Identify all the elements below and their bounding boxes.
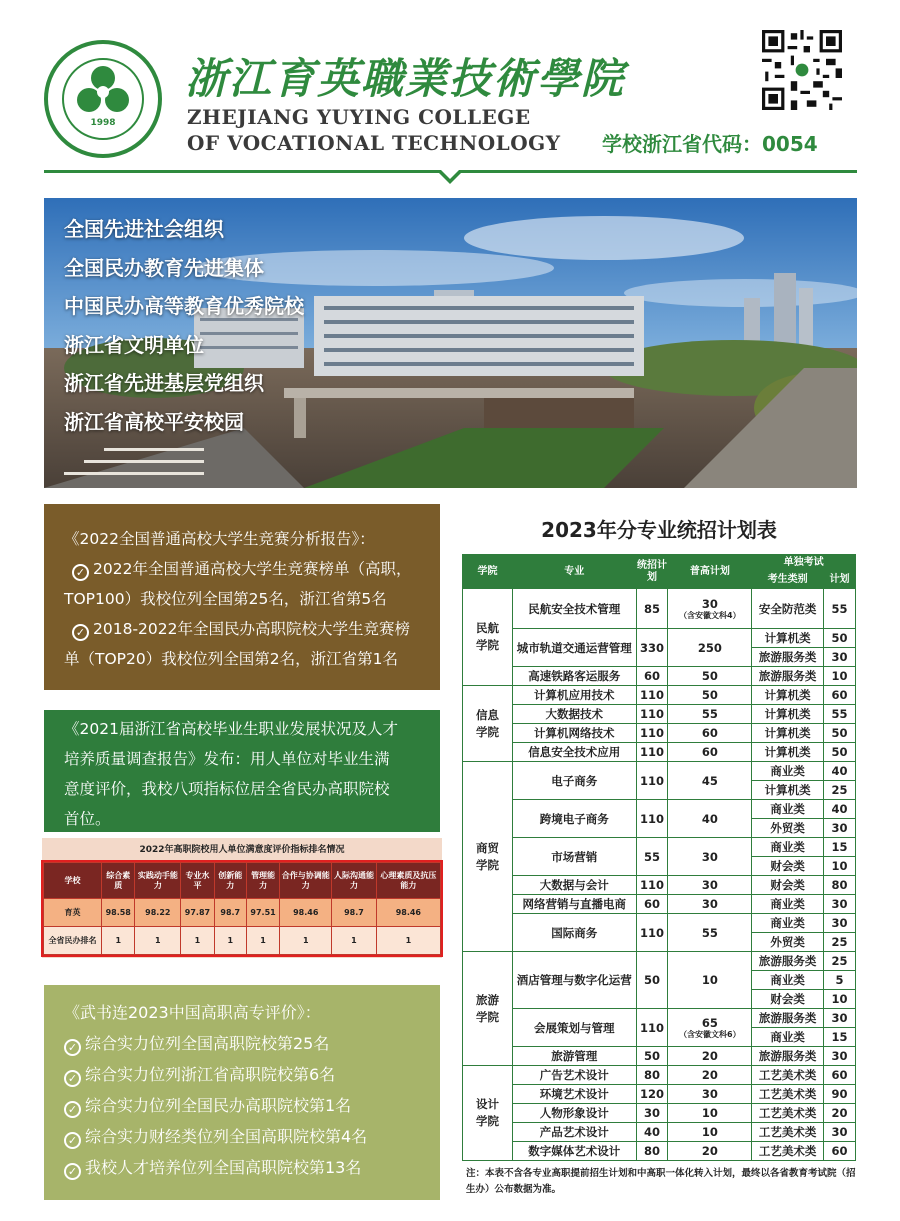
category-cell: 商业类 [752,971,824,990]
check-circle-icon: ✓ [64,1132,81,1149]
ranking-cell: 1 [246,927,279,955]
ranking-cell: 98.46 [280,899,332,927]
plan-cell: 110 [636,762,668,800]
major-cell: 市场营销 [512,838,636,876]
honor-item: 中国民办高等教育优秀院校 [64,294,304,318]
category-cell: 财会类 [752,857,824,876]
general-cell: 50 [668,686,752,705]
ranking-header-cell: 综合素质 [102,863,135,899]
category-cell: 工艺美术类 [752,1142,824,1161]
plan-cell: 110 [636,1009,668,1047]
competition-item-1 [64,554,420,584]
ranking-cell: 1 [280,927,332,955]
category-cell: 旅游服务类 [752,1047,824,1066]
category-cell: 财会类 [752,990,824,1009]
check-circle-icon: ✓ [64,1163,81,1180]
college-cell [463,952,513,1066]
major-cell: 环境艺术设计 [512,1085,636,1104]
ranking-score-row [44,899,441,927]
major-cell: 计算机应用技术 [512,686,636,705]
competition-item-2 [64,614,420,644]
major-cell: 跨境电子商务 [512,800,636,838]
check-circle-icon: ✓ [64,1039,81,1056]
logo-year: 1998 [90,118,116,128]
count-cell: 25 [824,933,856,952]
honor-item: 浙江省先进基层党组织 [64,371,264,395]
plan-cell: 85 [636,589,668,629]
major-cell: 广告艺术设计 [512,1066,636,1085]
graduate-report-line: 首位。 [64,810,111,828]
category-cell: 商业类 [752,1028,824,1047]
honors-list [64,210,304,441]
count-cell: 30 [824,895,856,914]
college-name: 旅游学院 [475,992,499,1024]
college-name: 民航学院 [475,621,499,652]
count-cell: 15 [824,1028,856,1047]
general-cell: 60 [668,724,752,743]
ranking-cell: 1 [332,927,376,955]
plan-header-category: 考生类别 [752,571,824,589]
honor-item: 全国先进社会组织 [64,217,224,241]
count-cell: 30 [824,1123,856,1142]
plan-cell: 60 [636,895,668,914]
general-cell: 20 [668,1047,752,1066]
ranking-cell: 98.7 [214,899,246,927]
graduate-report-box [44,710,440,832]
table-row [463,1142,856,1161]
wushulian-item [64,1028,420,1059]
general-cell: 45 [668,762,752,800]
category-cell: 计算机类 [752,781,824,800]
competition-item-2-line2: 单（TOP20）我校位列全国第2名，浙江省第1名 [64,650,398,668]
count-cell: 10 [824,667,856,686]
plan-cell: 110 [636,743,668,762]
category-cell: 旅游服务类 [752,952,824,971]
plan-header-plan: 统招计划 [636,555,668,589]
check-circle-icon: ✓ [72,564,89,581]
count-cell: 10 [824,857,856,876]
competition-report-box [44,504,440,690]
wushulian-item-text: 综合实力位列全国高职院校第25名 [85,1034,330,1053]
ranking-rank-row [44,927,441,955]
wushulian-item [64,1059,420,1090]
count-cell: 55 [824,705,856,724]
ranking-header-cell: 实践动手能力 [135,863,181,899]
competition-item-2-line1: 2018-2022年全国民办高职院校大学生竞赛榜 [93,620,410,638]
major-cell: 电子商务 [512,762,636,800]
category-cell: 安全防范类 [752,589,824,629]
table-row [463,800,856,819]
plan-cell: 330 [636,629,668,667]
category-cell: 外贸类 [752,819,824,838]
check-circle-icon: ✓ [64,1101,81,1118]
college-logo [44,40,162,158]
table-row [463,876,856,895]
count-cell: 40 [824,800,856,819]
graduate-report-line: 《2021届浙江省高校毕业生职业发展状况及人才 [64,720,398,738]
plan-cell: 110 [636,914,668,952]
major-cell: 城市轨道交通运营管理 [512,629,636,667]
table-row [463,1066,856,1085]
table-row [463,743,856,762]
plan-cell: 110 [636,876,668,895]
enrollment-plan-title: 2023年分专业统招计划表 [541,518,777,542]
category-cell: 商业类 [752,800,824,819]
plan-header-row [463,555,856,571]
college-cell [463,1066,513,1161]
graduate-report-line: 意度评价，我校八项指标位居全省民办高职院校 [64,780,390,798]
table-row [463,952,856,971]
plan-header-count: 计划 [824,571,856,589]
table-row [463,629,856,648]
general-cell: 250 [668,629,752,667]
college-name-en-line1: ZHEJIANG YUYING COLLEGE [187,105,531,129]
ranking-cell: 1 [181,927,214,955]
category-cell: 计算机类 [752,629,824,648]
ranking-cell: 97.87 [181,899,214,927]
plan-cell: 40 [636,1123,668,1142]
competition-item-1-line1: 2022年全国普通高校大学生竞赛榜单（高职， [93,560,412,578]
general-cell: 20 [668,1142,752,1161]
general-cell: 55 [668,914,752,952]
plan-header-single-exam: 单独考试 [752,555,856,571]
general-cell: 30 [668,838,752,876]
plan-cell: 110 [636,705,668,724]
count-cell: 50 [824,724,856,743]
general-cell [668,589,752,629]
category-cell: 财会类 [752,876,824,895]
count-cell: 30 [824,1047,856,1066]
table-row [463,686,856,705]
plan-cell: 50 [636,1047,668,1066]
count-cell: 30 [824,1009,856,1028]
plan-header-major: 专业 [512,555,636,589]
plan-cell: 110 [636,800,668,838]
college-name-en-line2: OF VOCATIONAL TECHNOLOGY [187,131,561,155]
category-cell: 计算机类 [752,724,824,743]
wushulian-item [64,1121,420,1152]
table-row [463,895,856,914]
count-cell: 25 [824,952,856,971]
major-cell: 国际商务 [512,914,636,952]
general-cell: 10 [668,952,752,1009]
competition-report-intro: 《2022全国普通高校大学生竞赛分析报告》： [64,530,375,548]
campus-hero-photo [44,198,857,488]
plan-cell: 120 [636,1085,668,1104]
table-row [463,1047,856,1066]
major-cell: 酒店管理与数字化运营 [512,952,636,1009]
category-cell: 商业类 [752,895,824,914]
category-cell: 工艺美术类 [752,1066,824,1085]
ranking-cell: 1 [376,927,440,955]
ranking-header-cell: 学校 [44,863,102,899]
wushulian-item-text: 综合实力位列浙江省高职院校第6名 [85,1065,336,1084]
plan-cell: 80 [636,1066,668,1085]
major-cell: 计算机网络技术 [512,724,636,743]
plan-cell: 80 [636,1142,668,1161]
major-cell: 民航安全技术管理 [512,589,636,629]
category-cell: 工艺美术类 [752,1104,824,1123]
category-cell: 旅游服务类 [752,667,824,686]
wushulian-intro: 《武书连2023中国高职高专评价》： [64,1003,321,1022]
college-cell [463,762,513,952]
competition-item-1-line2: TOP100）我校位列全国第25名，浙江省第5名 [64,590,387,608]
school-code: 学校浙江省代码：0054 [602,132,818,156]
ranking-cell: 98.22 [135,899,181,927]
count-cell: 40 [824,762,856,781]
wushulian-item-text: 我校人才培养位列全国高职院校第13名 [85,1158,362,1177]
table-row [463,589,856,629]
general-cell: 55 [668,705,752,724]
ranking-header-cell: 专业水平 [181,863,214,899]
college-name: 设计学院 [475,1097,499,1128]
category-cell: 计算机类 [752,686,824,705]
ranking-cell: 1 [135,927,181,955]
ranking-header-cell: 心理素质及抗压能力 [376,863,440,899]
count-cell: 30 [824,648,856,667]
plan-cell: 30 [636,1104,668,1123]
logo-emblem-icon [73,62,133,118]
ranking-cell: 97.51 [246,899,279,927]
college-cell [463,589,513,686]
ranking-cell: 98.7 [332,899,376,927]
table-row [463,1009,856,1028]
general-cell: 20 [668,1066,752,1085]
general-cell: 60 [668,743,752,762]
ranking-title: 2022年高职院校用人单位满意度评价指标排名情况 [139,845,345,855]
category-cell: 计算机类 [752,743,824,762]
general-cell: 40 [668,800,752,838]
table-row [463,838,856,857]
ranking-table [43,862,441,955]
table-row [463,705,856,724]
major-cell: 大数据技术 [512,705,636,724]
ranking-cell: 98.58 [102,899,135,927]
general-cell: 30 [668,895,752,914]
count-cell: 55 [824,589,856,629]
wushulian-item [64,1152,420,1183]
plan-cell: 110 [636,686,668,705]
category-cell: 旅游服务类 [752,648,824,667]
major-cell: 网络营销与直播电商 [512,895,636,914]
category-cell: 外贸类 [752,933,824,952]
general-note: （含安徽文科6） [679,1029,741,1039]
table-row [463,1085,856,1104]
plan-header-general: 普高计划 [668,555,752,589]
college-name: 商贸学院 [475,840,499,872]
general-cell: 50 [668,667,752,686]
ranking-cell: 育英 [44,899,102,927]
wushulian-evaluation-box [44,985,440,1200]
table-row [463,667,856,686]
qr-code-icon[interactable] [762,30,842,110]
category-cell: 商业类 [752,838,824,857]
major-cell: 数字媒体艺术设计 [512,1142,636,1161]
table-row [463,914,856,933]
major-cell: 人物形象设计 [512,1104,636,1123]
major-cell: 旅游管理 [512,1047,636,1066]
satisfaction-ranking [42,838,442,958]
plan-header-college: 学院 [463,555,513,589]
count-cell: 90 [824,1085,856,1104]
wushulian-item-text: 综合实力位列全国民办高职院校第1名 [85,1096,352,1115]
honor-item: 浙江省文明单位 [64,332,204,357]
major-cell: 高速铁路客运服务 [512,667,636,686]
general-cell: 30 [668,876,752,895]
ranking-header-cell: 管理能力 [246,863,279,899]
general-cell: 30 [668,1085,752,1104]
count-cell: 10 [824,990,856,1009]
general-value: 65 [701,1015,718,1030]
table-row [463,724,856,743]
category-cell: 商业类 [752,762,824,781]
major-cell: 会展策划与管理 [512,1009,636,1047]
wushulian-item [64,1090,420,1121]
count-cell: 30 [824,819,856,838]
count-cell: 20 [824,1104,856,1123]
count-cell: 80 [824,876,856,895]
plan-cell: 55 [636,838,668,876]
major-cell: 产品艺术设计 [512,1123,636,1142]
category-cell: 工艺美术类 [752,1085,824,1104]
college-name-cn: 浙江育英職業技術學院 [185,54,626,103]
honor-item: 全国民办教育先进集体 [64,255,264,280]
major-cell: 大数据与会计 [512,876,636,895]
count-cell: 50 [824,629,856,648]
general-cell: 10 [668,1123,752,1142]
count-cell: 25 [824,781,856,800]
plan-cell: 50 [636,952,668,1009]
general-note: （含安徽文科4） [679,610,741,620]
category-cell: 旅游服务类 [752,1009,824,1028]
category-cell: 商业类 [752,914,824,933]
count-cell: 50 [824,743,856,762]
ranking-header-cell: 合作与协调能力 [280,863,332,899]
enrollment-plan-table [462,554,856,1161]
graduate-report-line: 培养质量调查报告》发布：用人单位对毕业生满 [64,750,390,768]
plan-footnote: 注：本表不含各专业高职提前招生计划和中高职一体化转入计划，最终以各省教育考试院（招生办）公布数据为准。 [466,1168,856,1195]
ranking-cell: 1 [214,927,246,955]
ranking-cell: 1 [102,927,135,955]
chevron-down-icon [436,170,464,186]
college-name: 信息学院 [475,707,499,739]
count-cell: 60 [824,1142,856,1161]
check-circle-icon: ✓ [64,1070,81,1087]
table-row [463,762,856,781]
ranking-header-cell: 人际沟通能力 [332,863,376,899]
ranking-header-cell: 创新能力 [214,863,246,899]
general-cell: 10 [668,1104,752,1123]
plan-cell: 110 [636,724,668,743]
count-cell: 30 [824,914,856,933]
category-cell: 计算机类 [752,705,824,724]
count-cell: 5 [824,971,856,990]
plan-cell: 60 [636,667,668,686]
count-cell: 15 [824,838,856,857]
check-circle-icon: ✓ [72,624,89,641]
general-cell [668,1009,752,1047]
category-cell: 工艺美术类 [752,1123,824,1142]
college-cell [463,686,513,762]
count-cell: 60 [824,686,856,705]
honor-item: 浙江省高校平安校园 [64,409,244,434]
count-cell: 60 [824,1066,856,1085]
major-cell: 信息安全技术应用 [512,743,636,762]
table-row [463,1123,856,1142]
ranking-cell: 98.46 [376,899,440,927]
general-value: 30 [701,596,718,611]
college-name-en [187,104,560,156]
ranking-header-row [44,863,441,899]
wushulian-item-text: 综合实力财经类位列全国高职院校第4名 [85,1127,368,1146]
ranking-cell: 全省民办排名 [44,927,102,955]
table-row [463,1104,856,1123]
